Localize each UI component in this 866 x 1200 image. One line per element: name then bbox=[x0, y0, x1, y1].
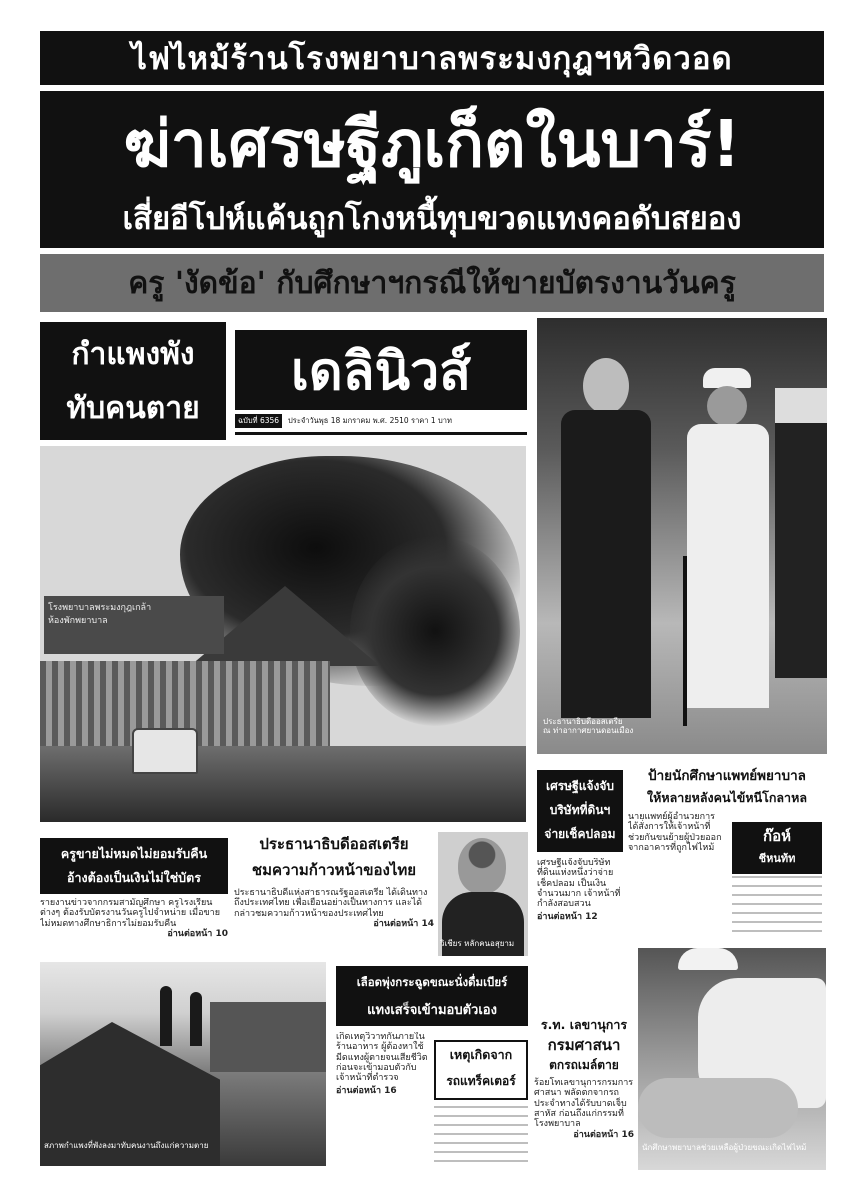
beer-box-line1: เหตุเกิดจาก bbox=[449, 1047, 513, 1062]
debt-headline-line2: บริษัทที่ดินฯ bbox=[549, 802, 611, 817]
broken-wall bbox=[210, 1002, 326, 1072]
beer-body: เกิดเหตุวิวาทกันภายในร้านอาหาร ผู้ต้องหาใช้มีดแทงผู้ตายจนเสียชีวิต ก่อนจะเข้ามอบตัวกับเจ้าหน้าที่ตำรวจ bbox=[336, 1032, 428, 1084]
sign-line1: โรงพยาบาลพระมงกุฎเกล้า bbox=[48, 603, 152, 613]
austria-story bbox=[234, 832, 434, 956]
hospital-box-line2: ชีหนท้ท bbox=[758, 852, 796, 865]
debt-body: เศรษฐีแจ้งจับบริษัทที่ดินแห่งหนึ่งว่าจ่ายเช็คปลอม เป็นเงินจำนวนมาก เจ้าหน้าที่กำลังสอบสวน bbox=[537, 858, 621, 910]
collapse-caption: สภาพกำแพงที่พังลงมาทับคนงานถึงแก่ความตาย bbox=[44, 1141, 209, 1150]
ambulance bbox=[132, 728, 198, 774]
debt-story-body bbox=[537, 858, 623, 936]
teacher-continued[interactable]: อ่านต่อหน้า 10 bbox=[167, 929, 228, 940]
portrait-caption: วิเชียร หลักคนอสุยาม bbox=[440, 939, 515, 948]
officer-in-white bbox=[687, 368, 769, 708]
teacher-story-body bbox=[40, 898, 228, 956]
top-banner-text: ไฟไหม้ร้านโรงพยาบาลพระมงกุฎฯหวิดวอด bbox=[131, 41, 733, 77]
debt-headline-line1: เศรษฐีแจ้งจับ bbox=[546, 778, 614, 793]
masthead-date-price: ประจำวันพุธ 18 มกราคม พ.ศ. 2510 ราคา 1 บาท bbox=[288, 416, 452, 425]
masthead-rule bbox=[235, 432, 527, 435]
teacher-body: รายงานข่าวจากกรมสามัญศึกษา ครูโรงเรียนต่างๆ ต้องรับบัตรงานวันครูไปจำหน่าย เมื่อขายไม่หมดทางศึกษาธิการไม่ยอมรับคืน bbox=[40, 898, 220, 929]
patient-figure bbox=[638, 1078, 798, 1138]
teacher-headline-line2: อ้างต้องเป็นเงินไม่ใช่บัตร bbox=[67, 870, 201, 885]
official-headline-line3: ตกรถเมล์ตาย bbox=[549, 1057, 619, 1072]
debt-story-headline bbox=[537, 770, 623, 852]
man-in-suit bbox=[561, 358, 651, 718]
fire-photo bbox=[40, 446, 526, 822]
teacher-story-headline bbox=[40, 838, 228, 894]
nurse-caption: นักศึกษาพยาบาลช่วยเหลือผู้ป่วยขณะเกิดไฟไหม้ bbox=[642, 1143, 807, 1152]
beer-story-headline bbox=[336, 966, 528, 1026]
official-story bbox=[534, 1016, 634, 1170]
beer-headline-line2: แทงเสร็จเข้ามอบตัวเอง bbox=[367, 1002, 497, 1018]
portrait-photo bbox=[438, 832, 528, 956]
guard bbox=[775, 388, 827, 678]
wall-headline-line1: กำแพงพัง bbox=[71, 336, 195, 372]
official-body: ร้อยโทเลขานุการกรมการศาสนา พลัดตกจากรถประจำทางได้รับบาดเจ็บสาหัส ก่อนถึงแก่กรรมที่โรงพยาบาล bbox=[534, 1078, 634, 1130]
person-figure-1 bbox=[160, 986, 172, 1046]
hospital-sign bbox=[44, 596, 224, 654]
hospital-headline-line2: ให้หลายหลังคนไข้หนีโกลาหล bbox=[647, 790, 807, 805]
hospital-story bbox=[628, 764, 826, 940]
sub-headline: เสี่ยอีโปห์แค้นถูกโกงหนี้ทุบขวดแทงคอดับสยอง bbox=[122, 201, 742, 237]
teacher-headline-bar bbox=[40, 254, 824, 312]
masthead-issue: ฉบับที่ 6356 bbox=[235, 414, 282, 428]
beer-box bbox=[434, 1040, 528, 1100]
nurse-photo bbox=[638, 948, 826, 1170]
handshake-caption-line1: ประธานาธิบดีออสเตรีย bbox=[543, 717, 623, 726]
beer-story-body bbox=[336, 1032, 428, 1168]
debt-headline-line3: จ่ายเช็คปลอม bbox=[544, 826, 616, 841]
austria-headline-line1: ประธานาธิบดีออสเตรีย bbox=[259, 835, 409, 853]
austria-continued[interactable]: อ่านต่อหน้า 14 bbox=[373, 919, 434, 930]
person-figure-2 bbox=[190, 992, 202, 1046]
official-headline-line2: กรมศาสนา bbox=[547, 1036, 621, 1054]
sign-line2: ห้องพักพยาบาล bbox=[48, 615, 108, 626]
austria-headline-line2: ชมความก้าวหน้าของไทย bbox=[251, 861, 417, 879]
hospital-headline-line1: ป้ายนักศึกษาแพทย์พยาบาล bbox=[648, 768, 806, 784]
teacher-headline-line1: ครูขายไม่หมดไม่ยอมรับคืน bbox=[60, 846, 208, 861]
official-continued[interactable]: อ่านต่อหน้า 16 bbox=[573, 1129, 634, 1140]
handshake-caption bbox=[543, 718, 783, 750]
main-headline-block bbox=[40, 91, 824, 248]
hospital-box-line1: ก๊อห์ bbox=[763, 827, 791, 845]
wall-headline-box bbox=[40, 322, 226, 440]
microphone-stand bbox=[683, 556, 687, 726]
handshake-photo bbox=[537, 318, 827, 754]
hospital-box-label bbox=[732, 822, 822, 874]
portrait-head bbox=[458, 838, 506, 894]
beer-continued[interactable]: อ่านต่อหน้า 16 bbox=[336, 1085, 397, 1096]
top-banner bbox=[40, 31, 824, 85]
wall-headline-line2: ทับคนตาย bbox=[66, 390, 200, 426]
masthead-info-bar bbox=[235, 414, 527, 428]
teacher-headline: ครู 'งัดข้อ' กับศึกษาฯกรณีให้ขายบัตรงานวันครู bbox=[128, 265, 736, 301]
nurse-cap bbox=[678, 948, 738, 970]
austria-body: ประธานาธิบดีแห่งสาธารณรัฐออสเตรีย ได้เดินทางถึงประเทศไทย เพื่อเยือนอย่างเป็นทางการ และได้กล่าวชมความก้าวหน้าของประเทศไทย bbox=[234, 888, 428, 919]
collapse-photo bbox=[40, 962, 326, 1166]
hospital-body: นายแพทย์ผู้อำนวยการ ได้สั่งการให้เจ้าหน้าที่ช่วยกันขนย้ายผู้ป่วยออกจากอาคารที่ถูกไฟไหม้ bbox=[628, 812, 722, 854]
masthead-title: เดลินิวส์ bbox=[291, 340, 471, 402]
official-headline-line1: ร.ท. เลขานุการ bbox=[540, 1017, 628, 1032]
masthead bbox=[233, 322, 529, 440]
handshake-caption-line2: ณ ท่าอากาศยานดอนเมือง bbox=[543, 725, 634, 735]
main-headline: ฆ่าเศรษฐีภูเก็ตในบาร์! bbox=[123, 108, 741, 182]
beer-box-line2: รถแทร็คเตอร์ bbox=[446, 1073, 516, 1088]
debt-continued[interactable]: อ่านต่อหน้า 12 bbox=[537, 911, 598, 922]
beer-headline-line1: เลือดพุ่งกระฉูดขณะนั่งดื่มเบียร์ bbox=[356, 975, 508, 989]
masthead-logo bbox=[235, 330, 527, 410]
crowd bbox=[40, 746, 526, 822]
hospital-body-lines bbox=[732, 876, 822, 936]
beer-body-lines bbox=[434, 1106, 528, 1164]
